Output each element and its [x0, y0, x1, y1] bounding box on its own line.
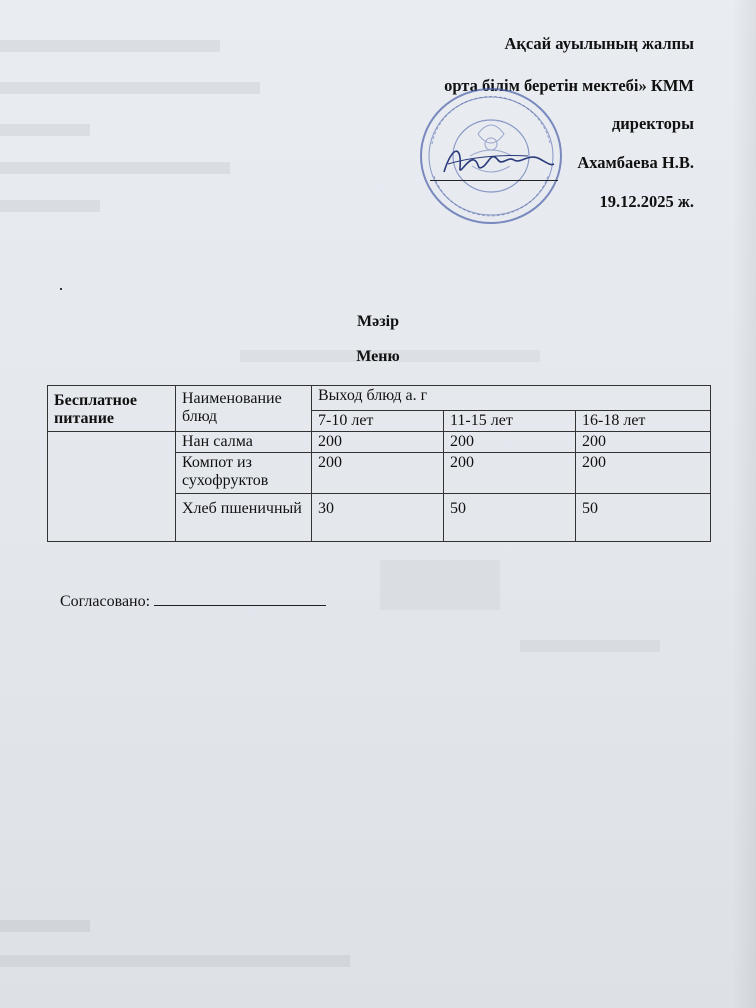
- stray-mark: [60, 288, 62, 290]
- yield-value-cell: 200: [444, 432, 576, 453]
- agreed-label: Согласовано:: [60, 593, 151, 610]
- dish-name-header: Наименование блюд: [176, 386, 312, 432]
- title-kazakh: Мәзір: [357, 313, 399, 330]
- show-through-text: [0, 920, 90, 932]
- menu-table: [47, 385, 711, 542]
- dish-name-cell: Компот из сухофруктов: [176, 453, 312, 494]
- age-group-header: 11-15 лет: [444, 411, 576, 432]
- yield-value-cell: 200: [576, 432, 711, 453]
- dish-name-cell: Хлеб пшеничный: [176, 494, 312, 542]
- yield-value-cell: 200: [312, 453, 444, 494]
- show-through-text: [0, 40, 220, 52]
- dish-name-cell: Нан салма: [176, 432, 312, 453]
- agreed-line: [60, 591, 326, 611]
- yield-value-cell: 50: [576, 494, 711, 542]
- show-through-text: [0, 124, 90, 136]
- director-signature: [438, 138, 556, 182]
- show-through-text: [0, 162, 230, 174]
- yield-value-cell: 200: [576, 453, 711, 494]
- yield-value-cell: 50: [444, 494, 576, 542]
- yield-value-cell: 200: [312, 432, 444, 453]
- show-through-text: [380, 560, 500, 610]
- page-shadow: [732, 0, 756, 1008]
- agreed-signature-blank: [154, 591, 326, 606]
- yield-value-cell: 30: [312, 494, 444, 542]
- signature-line: [430, 180, 558, 181]
- table-row: [48, 432, 711, 453]
- show-through-text: [520, 640, 660, 652]
- free-meal-empty-cell: [48, 432, 176, 542]
- free-meal-cell: Бесплатное питание: [48, 386, 176, 432]
- header-director-name: Ахамбаева Н.В.: [577, 153, 694, 172]
- yield-value-cell: 200: [444, 453, 576, 494]
- header-position: директоры: [611, 114, 694, 133]
- show-through-text: [0, 955, 350, 967]
- age-group-header: 16-18 лет: [576, 411, 711, 432]
- age-group-header: 7-10 лет: [312, 411, 444, 432]
- show-through-text: [0, 82, 260, 94]
- show-through-text: [0, 200, 100, 212]
- table-header-row: [48, 386, 711, 411]
- title-russian: Меню: [356, 348, 400, 365]
- header-school-line-1: Ақсай ауылының жалпы: [504, 34, 694, 53]
- header-school-line-2: орта білім беретін мектебі» КММ: [444, 76, 694, 95]
- header-date: 19.12.2025 ж.: [599, 192, 694, 211]
- yield-header: Выход блюд а. г: [312, 386, 711, 411]
